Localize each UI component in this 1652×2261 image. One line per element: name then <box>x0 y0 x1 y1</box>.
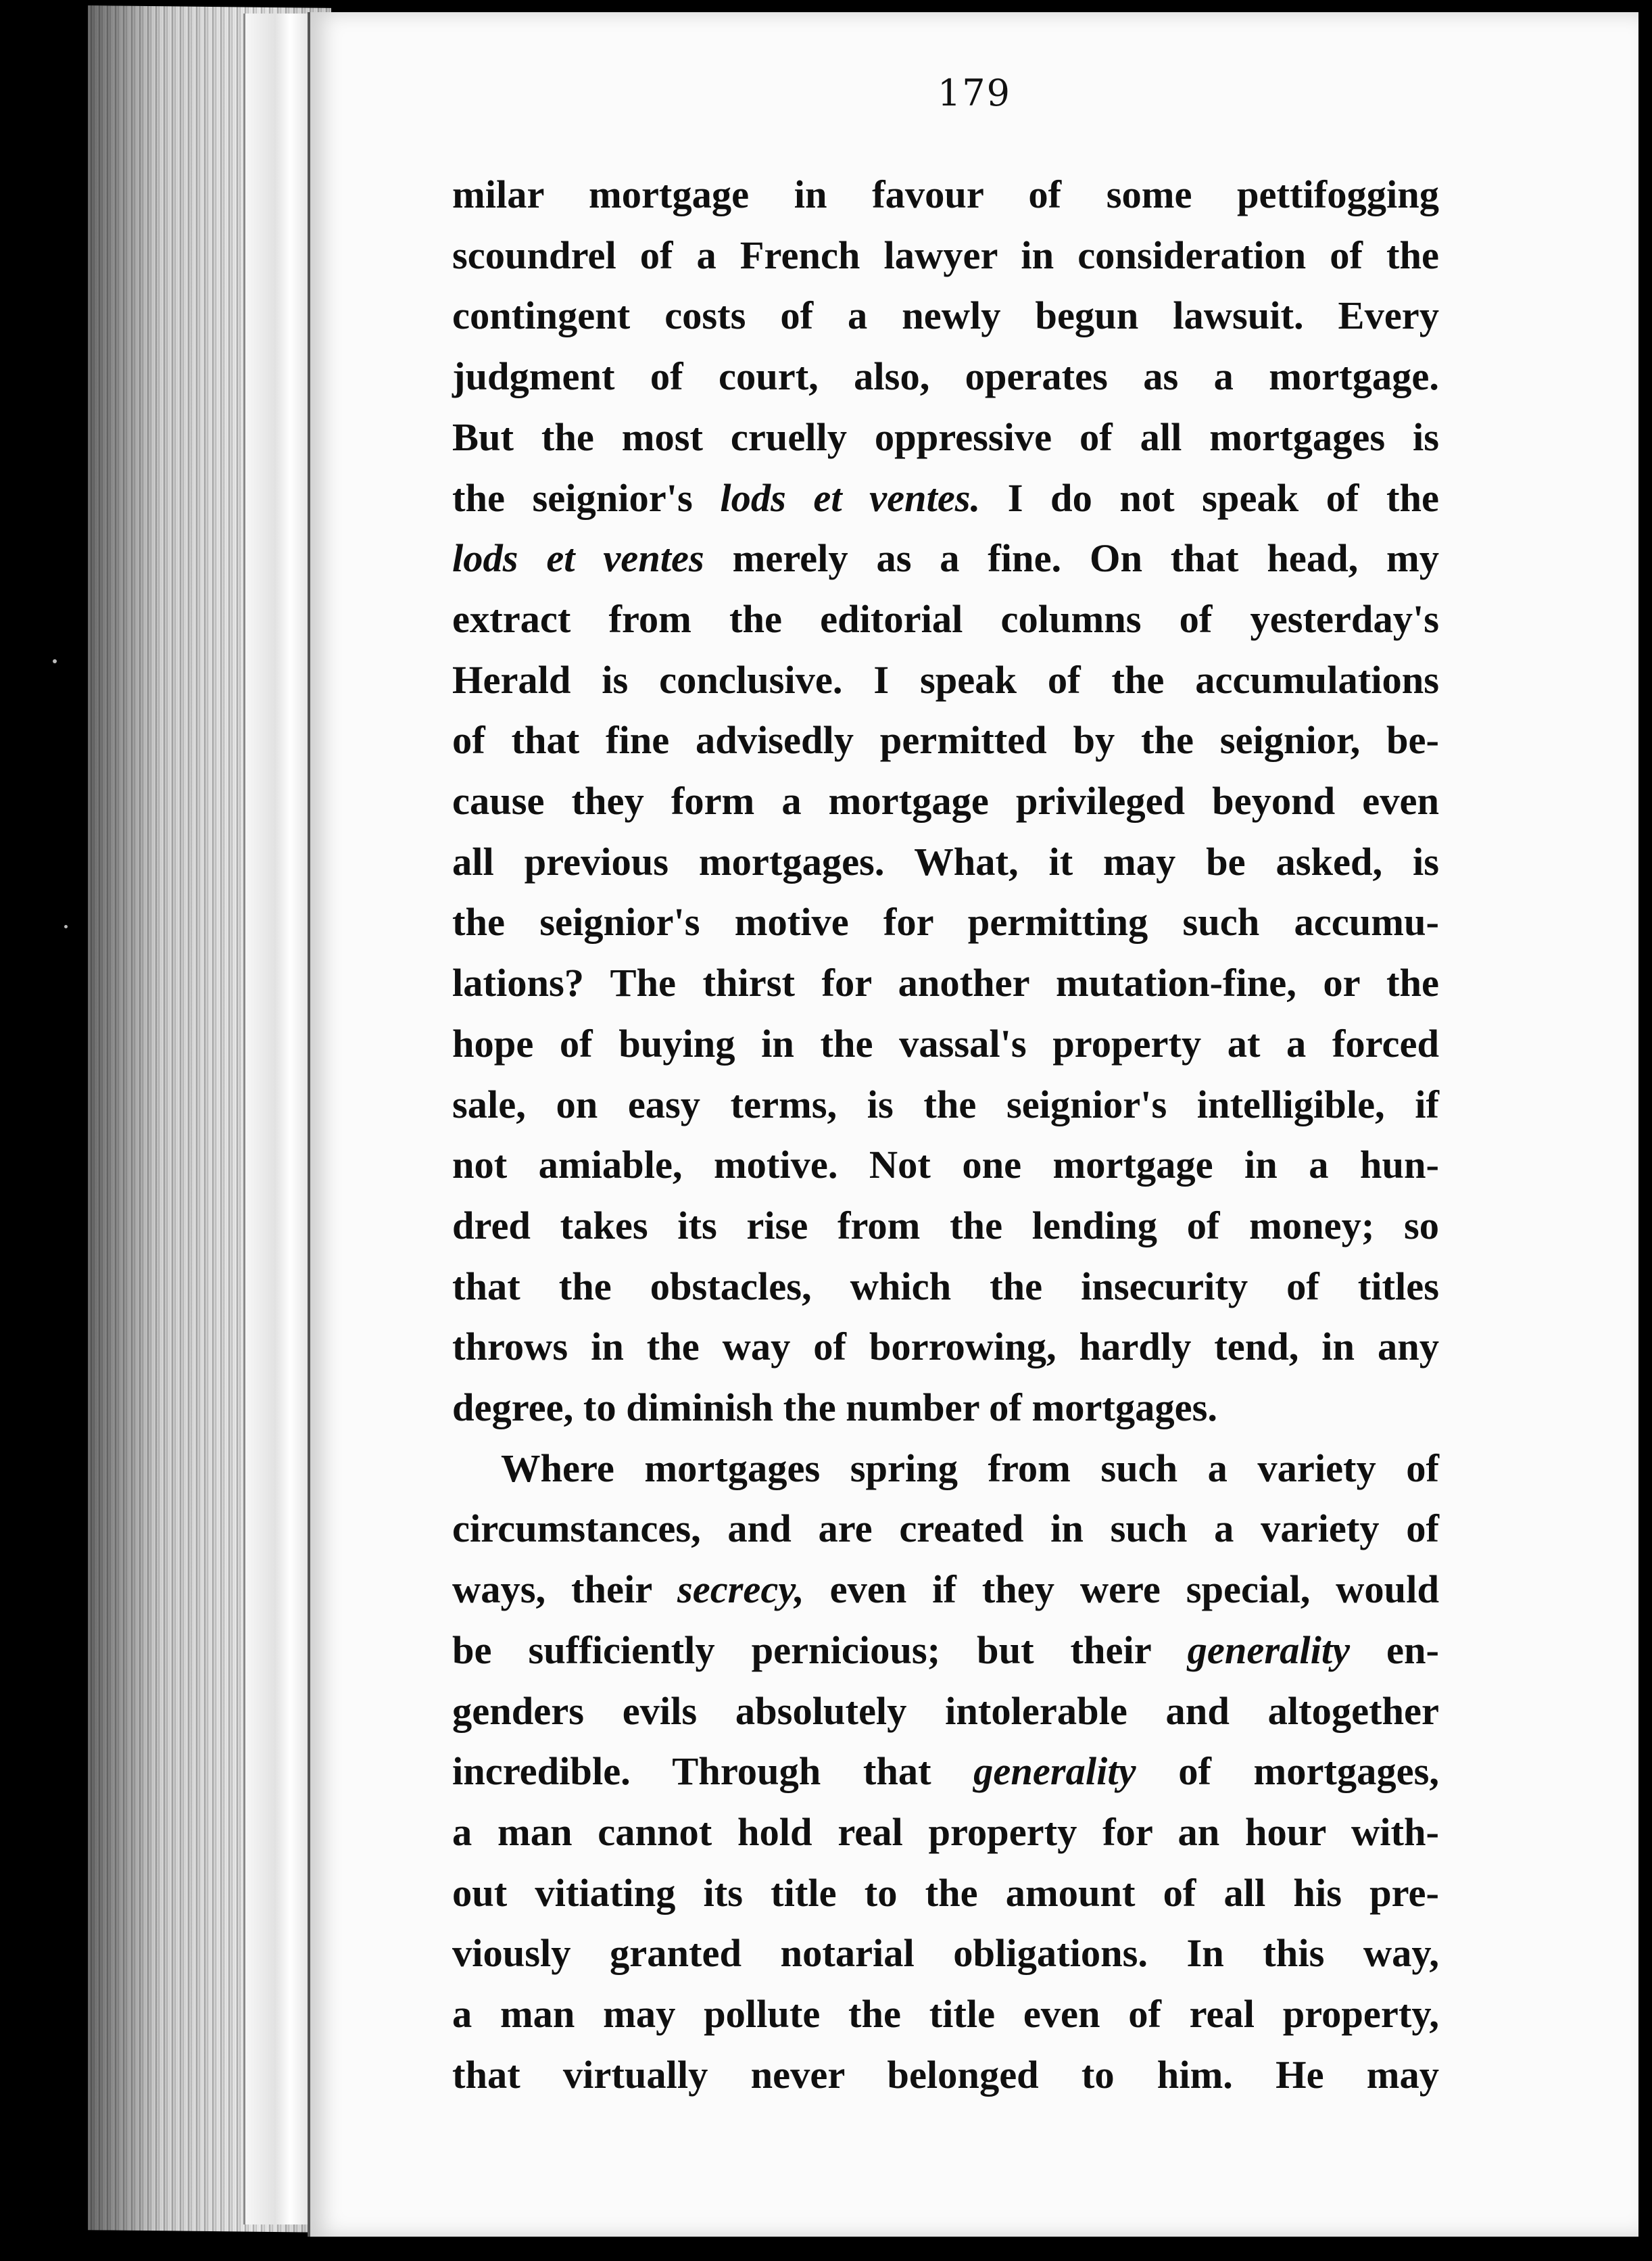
text-line: that virtually never belonged to him. He may <box>452 2052 1439 2097</box>
text-line: incredible. Through that generality of mortgages, <box>452 1749 1440 1794</box>
text-line: Where mortgages spring from such a variety of <box>501 1446 1439 1490</box>
paragraph-1 <box>452 164 1439 1438</box>
text-line: sale, on easy terms, is the seignior's intelligible, if <box>452 1082 1439 1126</box>
text-line: lations? The thirst for another mutation-fine, or the <box>452 961 1439 1005</box>
text-line: the seignior's lods et ventes. I do not speak of the <box>452 475 1439 520</box>
paragraph-2 <box>452 1438 1439 2105</box>
text-line: a man may pollute the title even of real property, <box>452 1992 1439 2037</box>
page-body-text <box>452 164 1439 2105</box>
margin-speck <box>64 925 68 928</box>
text-line: ways, their secrecy, even if they were special, would <box>452 1567 1440 1612</box>
text-line: throws in the way of borrowing, hardly tend, in any <box>452 1325 1439 1369</box>
text-line: that the obstacles, which the insecurity of titles <box>452 1264 1439 1308</box>
text-line: hope of buying in the vassal's property at a forced <box>452 1021 1439 1066</box>
margin-speck <box>53 659 57 663</box>
text-line: extract from the editorial columns of yesterday's <box>452 596 1439 641</box>
text-line: milar mortgage in favour of some pettifogging <box>452 172 1439 216</box>
text-line: a man cannot hold real property for an hour with- <box>452 1809 1439 1854</box>
book-page <box>308 12 1638 2237</box>
text-line: genders evils absolutely intolerable and altogether <box>452 1688 1439 1733</box>
text-line: dred takes its rise from the lending of money; so <box>452 1203 1439 1247</box>
text-line: be sufficiently pernicious; but their generality en- <box>452 1627 1439 1672</box>
text-line: But the most cruelly oppressive of all mortgages is <box>452 414 1439 459</box>
text-line: Herald is conclusive. I speak of the accumulations <box>452 657 1439 702</box>
text-line: degree, to diminish the number of mortgages. <box>452 1385 1218 1430</box>
text-line: the seignior's motive for permitting such accumu- <box>452 900 1439 945</box>
text-line: out vitiating its title to the amount of all his pre- <box>452 1870 1439 1915</box>
text-line: circumstances, and are created in such a variety of <box>452 1506 1439 1551</box>
text-line: not amiable, motive. Not one mortgage in a hun- <box>452 1143 1439 1187</box>
page-number: 179 <box>937 72 1012 114</box>
text-line: lods et ventes merely as a fine. On that head, my <box>452 536 1440 581</box>
text-line: contingent costs of a newly begun lawsuit. Every <box>452 293 1439 338</box>
text-line: of that fine advisedly permitted by the seignior, be- <box>452 718 1439 763</box>
text-line: judgment of court, also, operates as a mortgage. <box>452 354 1439 399</box>
text-line: all previous mortgages. What, it may be asked, is <box>452 839 1439 884</box>
text-line: viously granted notarial obligations. In this way, <box>452 1931 1439 1976</box>
text-line: scoundrel of a French lawyer in consideration of the <box>452 233 1439 277</box>
text-line: cause they form a mortgage privileged beyond even <box>452 779 1439 824</box>
